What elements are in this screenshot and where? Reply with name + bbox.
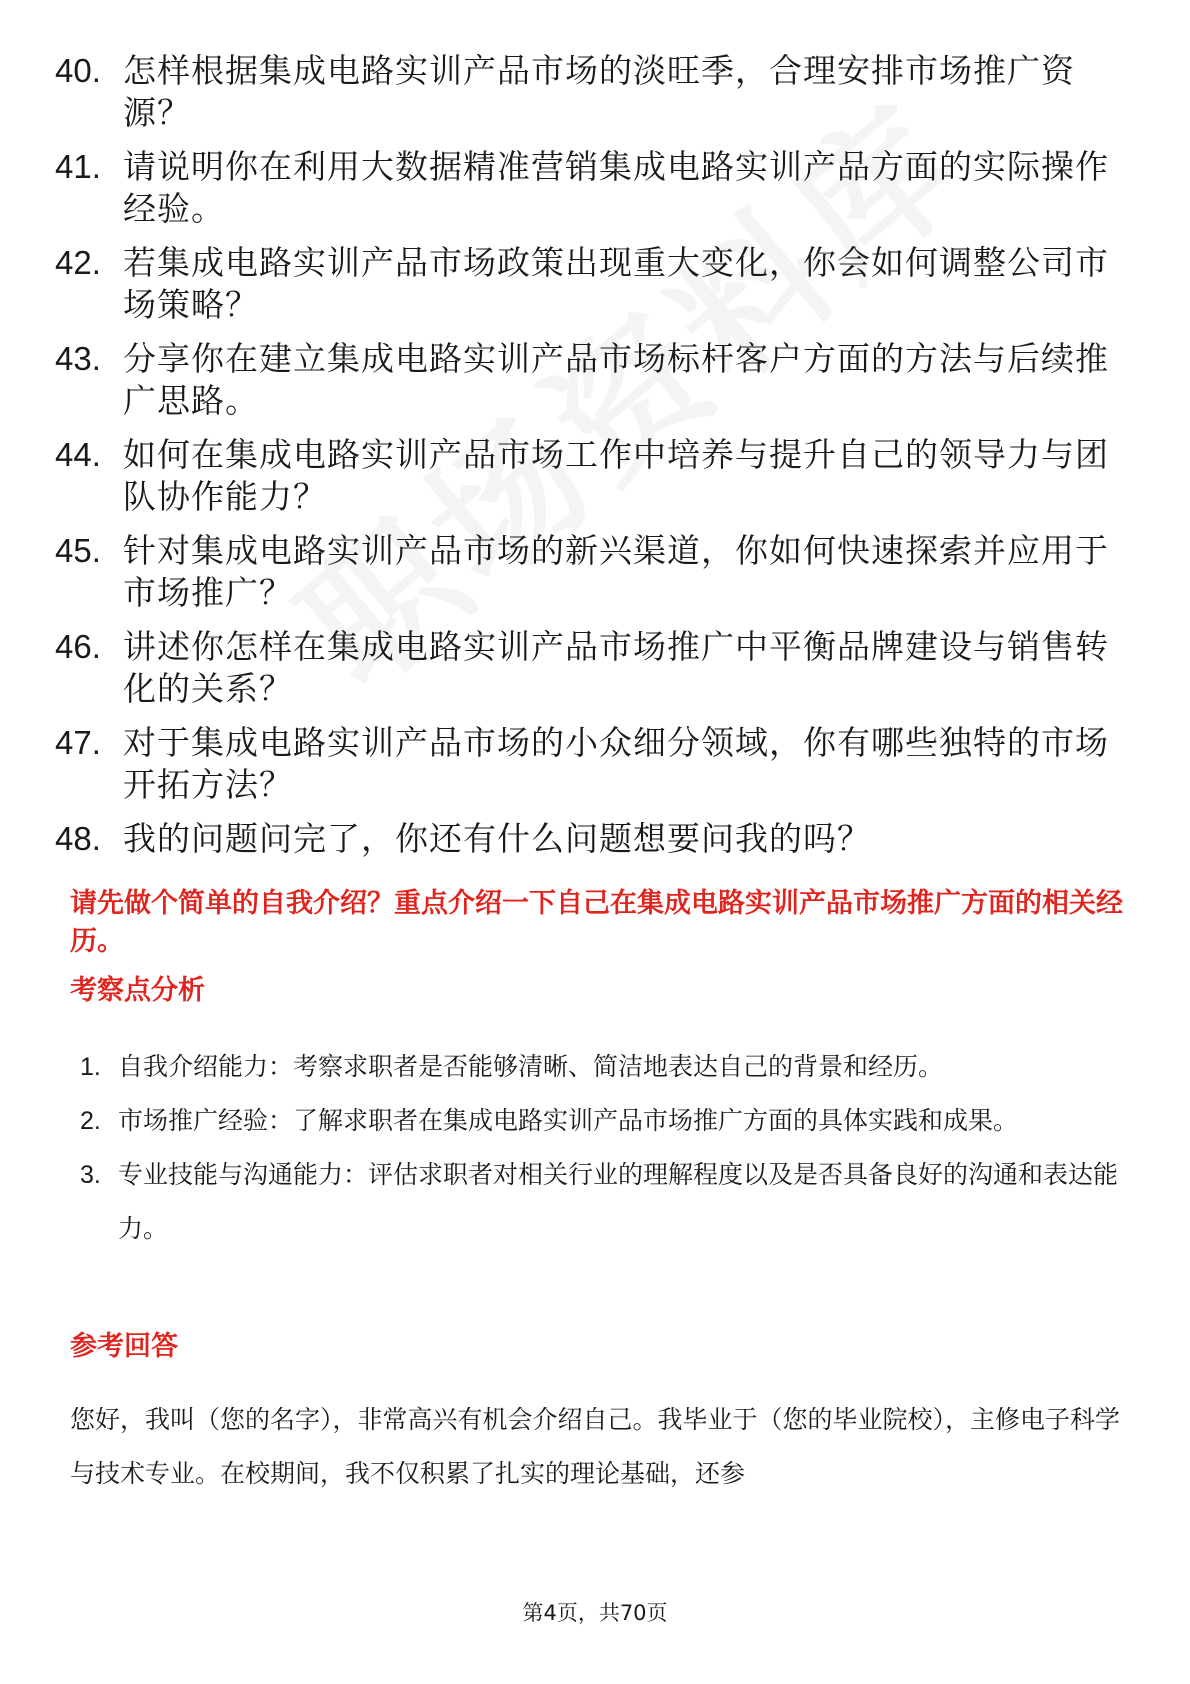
question-item (55, 146, 1135, 230)
question-text: 我的问题问完了，你还有什么问题想要问我的吗？ (123, 819, 871, 858)
analysis-number: 2. (80, 1107, 101, 1135)
analysis-list (80, 1040, 1130, 1256)
question-text: 怎样根据集成电路实训产品市场的淡旺季，合理安排市场推广资源？ (123, 51, 1075, 132)
question-item (55, 434, 1135, 518)
analysis-heading: 考察点分析 (70, 975, 205, 1006)
question-text: 对于集成电路实训产品市场的小众细分领域，你有哪些独特的市场开拓方法？ (123, 723, 1109, 804)
analysis-number: 3. (80, 1161, 101, 1189)
question-number: 46. (55, 628, 101, 665)
question-list (55, 50, 1135, 872)
question-item (55, 50, 1135, 134)
question-item (55, 818, 1135, 860)
answer-heading: 参考回答 (70, 1331, 178, 1362)
analysis-number: 1. (80, 1053, 101, 1081)
analysis-item (80, 1040, 1130, 1094)
analysis-text: 自我介绍能力：考察求职者是否能够清晰、简洁地表达自己的背景和经历。 (118, 1052, 944, 1081)
question-item (55, 242, 1135, 326)
section-question-heading: 请先做个简单的自我介绍？重点介绍一下自己在集成电路实训产品市场推广方面的相关经历。 (70, 888, 1123, 957)
question-item (55, 626, 1135, 710)
analysis-text: 市场推广经验：了解求职者在集成电路实训产品市场推广方面的具体实践和成果。 (118, 1106, 1019, 1135)
question-item (55, 722, 1135, 806)
analysis-text: 专业技能与沟通能力：评估求职者对相关行业的理解程度以及是否具备良好的沟通和表达能力。 (118, 1160, 1119, 1243)
analysis-item (80, 1148, 1130, 1256)
question-number: 40. (55, 52, 101, 89)
question-number: 41. (55, 148, 101, 185)
question-text: 若集成电路实训产品市场政策出现重大变化，你会如何调整公司市场策略？ (123, 243, 1109, 324)
question-number: 42. (55, 244, 101, 281)
question-item (55, 530, 1135, 614)
question-text: 分享你在建立集成电路实训产品市场标杆客户方面的方法与后续推广思路。 (123, 339, 1109, 420)
question-text: 讲述你怎样在集成电路实训产品市场推广中平衡品牌建设与销售转化的关系？ (123, 627, 1109, 708)
page-footer: 第4页，共70页 (522, 1601, 668, 1625)
question-number: 45. (55, 532, 101, 569)
question-text: 针对集成电路实训产品市场的新兴渠道，你如何快速探索并应用于市场推广？ (123, 531, 1109, 612)
question-number: 43. (55, 340, 101, 377)
question-text: 如何在集成电路实训产品市场工作中培养与提升自己的领导力与团队协作能力？ (123, 435, 1109, 516)
question-number: 48. (55, 820, 101, 857)
analysis-item (80, 1094, 1130, 1148)
question-item (55, 338, 1135, 422)
question-number: 44. (55, 436, 101, 473)
question-text: 请说明你在利用大数据精准营销集成电路实训产品方面的实际操作经验。 (123, 147, 1109, 228)
answer-paragraph: 您好，我叫（您的名字），非常高兴有机会介绍自己。我毕业于（您的毕业院校），主修电子科学与技术专业。在校期间，我不仅积累了扎实的理论基础，还参 (70, 1405, 1121, 1488)
question-number: 47. (55, 724, 101, 761)
